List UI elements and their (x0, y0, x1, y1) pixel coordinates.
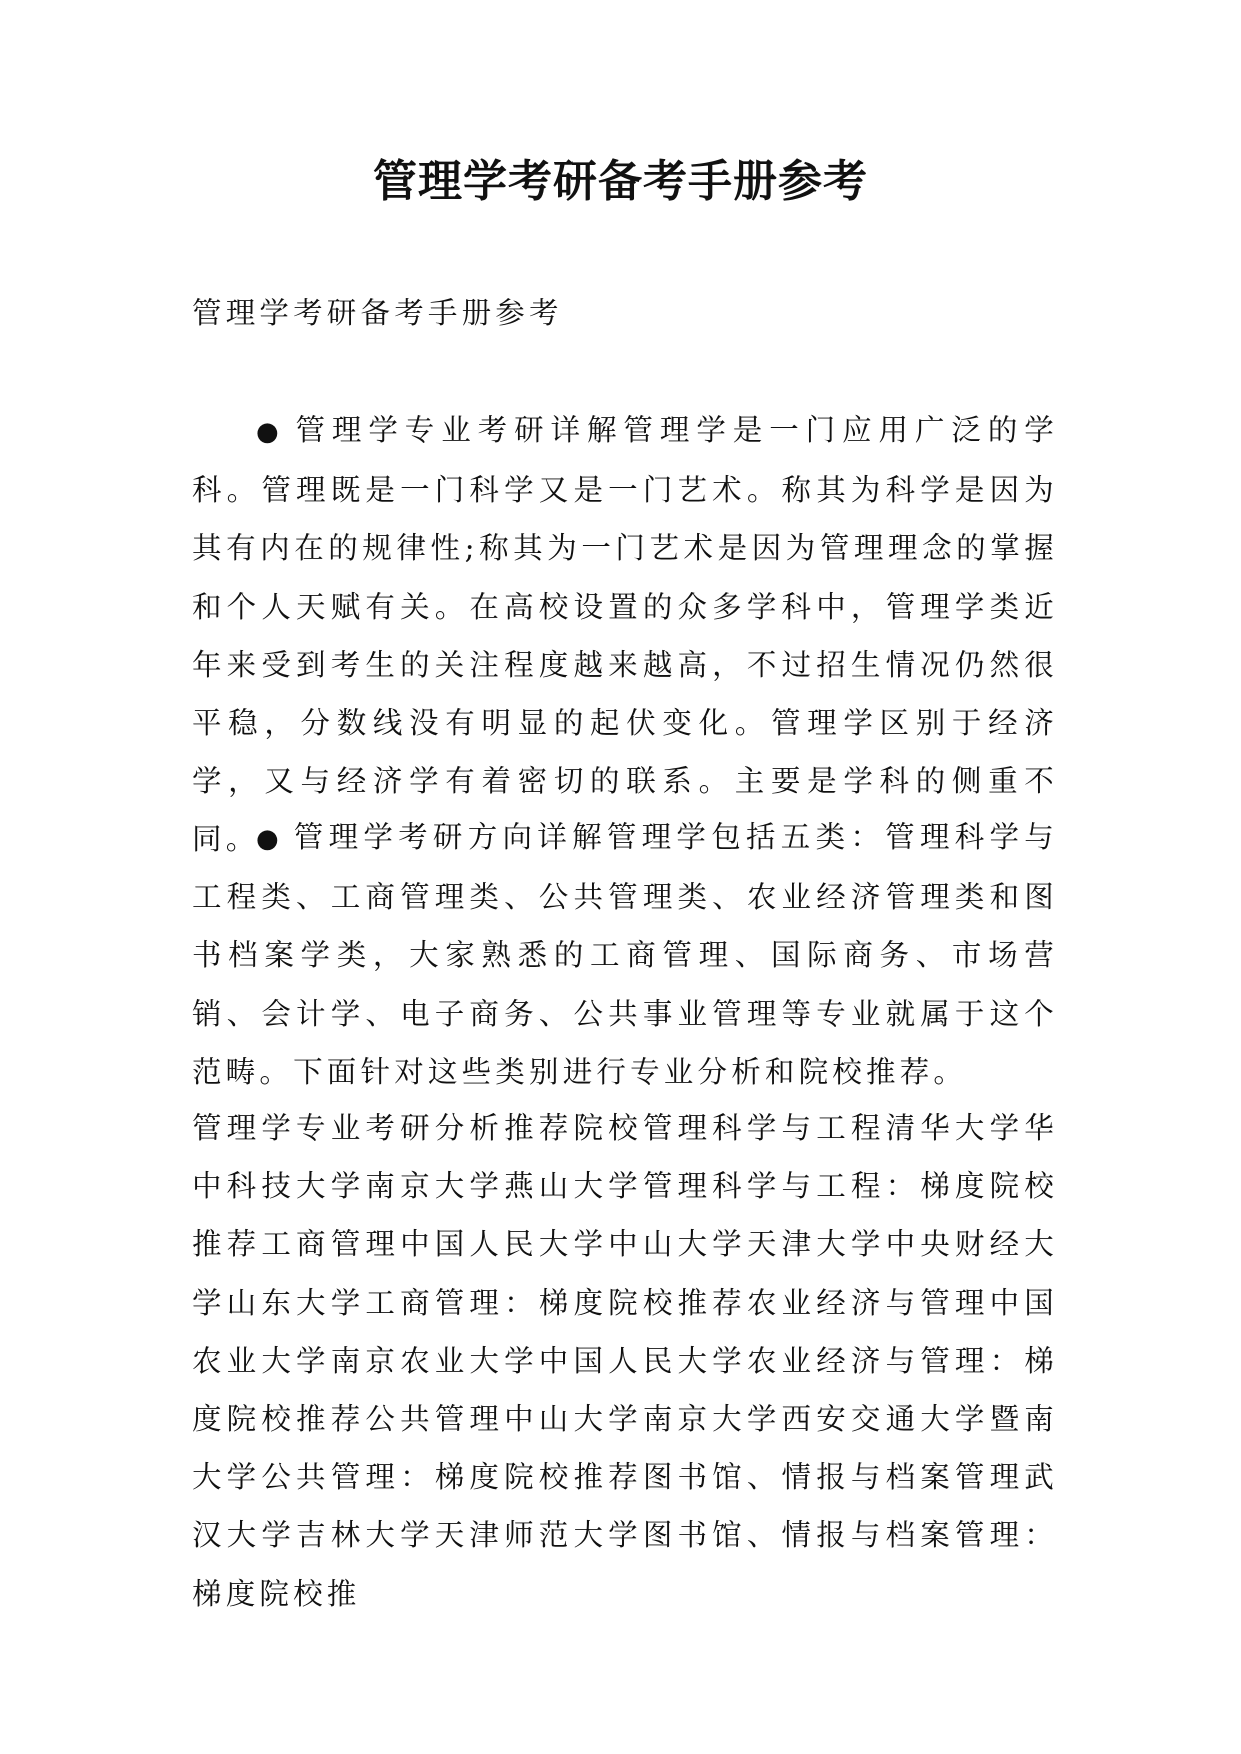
paragraph-research-directions (192, 808, 1058, 1101)
paragraph-text: 管理学考研方向详解管理学包括五类：管理科学与工程类、工商管理类、公共管理类、农业经济管理类和图书档案学类，大家熟悉的工商管理、国际商务、市场营销、会计学、电子商务、公共事业管理等专业就属于这个范畴。下面针对这些类别进行专业分析和院校推荐。 (192, 820, 1059, 1089)
paragraph-major-overview (192, 401, 1058, 869)
paragraph-school-recommendations: 管理学专业考研分析推荐院校管理科学与工程清华大学华中科技大学南京大学燕山大学管理科学与工程：梯度院校推荐工商管理中国人民大学中山大学天津大学中央财经大学山东大学工商管理：梯度院校推荐农业经济与管理中国农业大学南京农业大学中国人民大学农业经济与管理：梯度院校推荐公共管理中山大学南京大学西安交通大学暨南大学公共管理：梯度院校推荐图书馆、情报与档案管理武汉大学吉林大学天津师范大学图书馆、情报与档案管理：梯度院校推 (192, 1111, 1058, 1611)
document-title: 管理学考研备考手册参考 (373, 156, 868, 207)
bullet-icon: ● (256, 824, 280, 854)
bullet-icon: ● (256, 417, 282, 447)
document-subtitle: 管理学考研备考手册参考 (192, 296, 563, 330)
paragraph-text: 管理学专业考研详解管理学是一门应用广泛的学科。管理既是一门科学又是一门艺术。称其为科学是因为其有内在的规律性;称其为一门艺术是因为管理理念的掌握和个人天赋有关。在高校设置的众多学科中，管理学类近年来受到考生的关注程度越来越高，不过招生情况仍然很平稳，分数线没有明显的起伏变化。管理学区别于经济学，又与经济学有着密切的联系。主要是学科的侧重不同。 (192, 413, 1059, 857)
